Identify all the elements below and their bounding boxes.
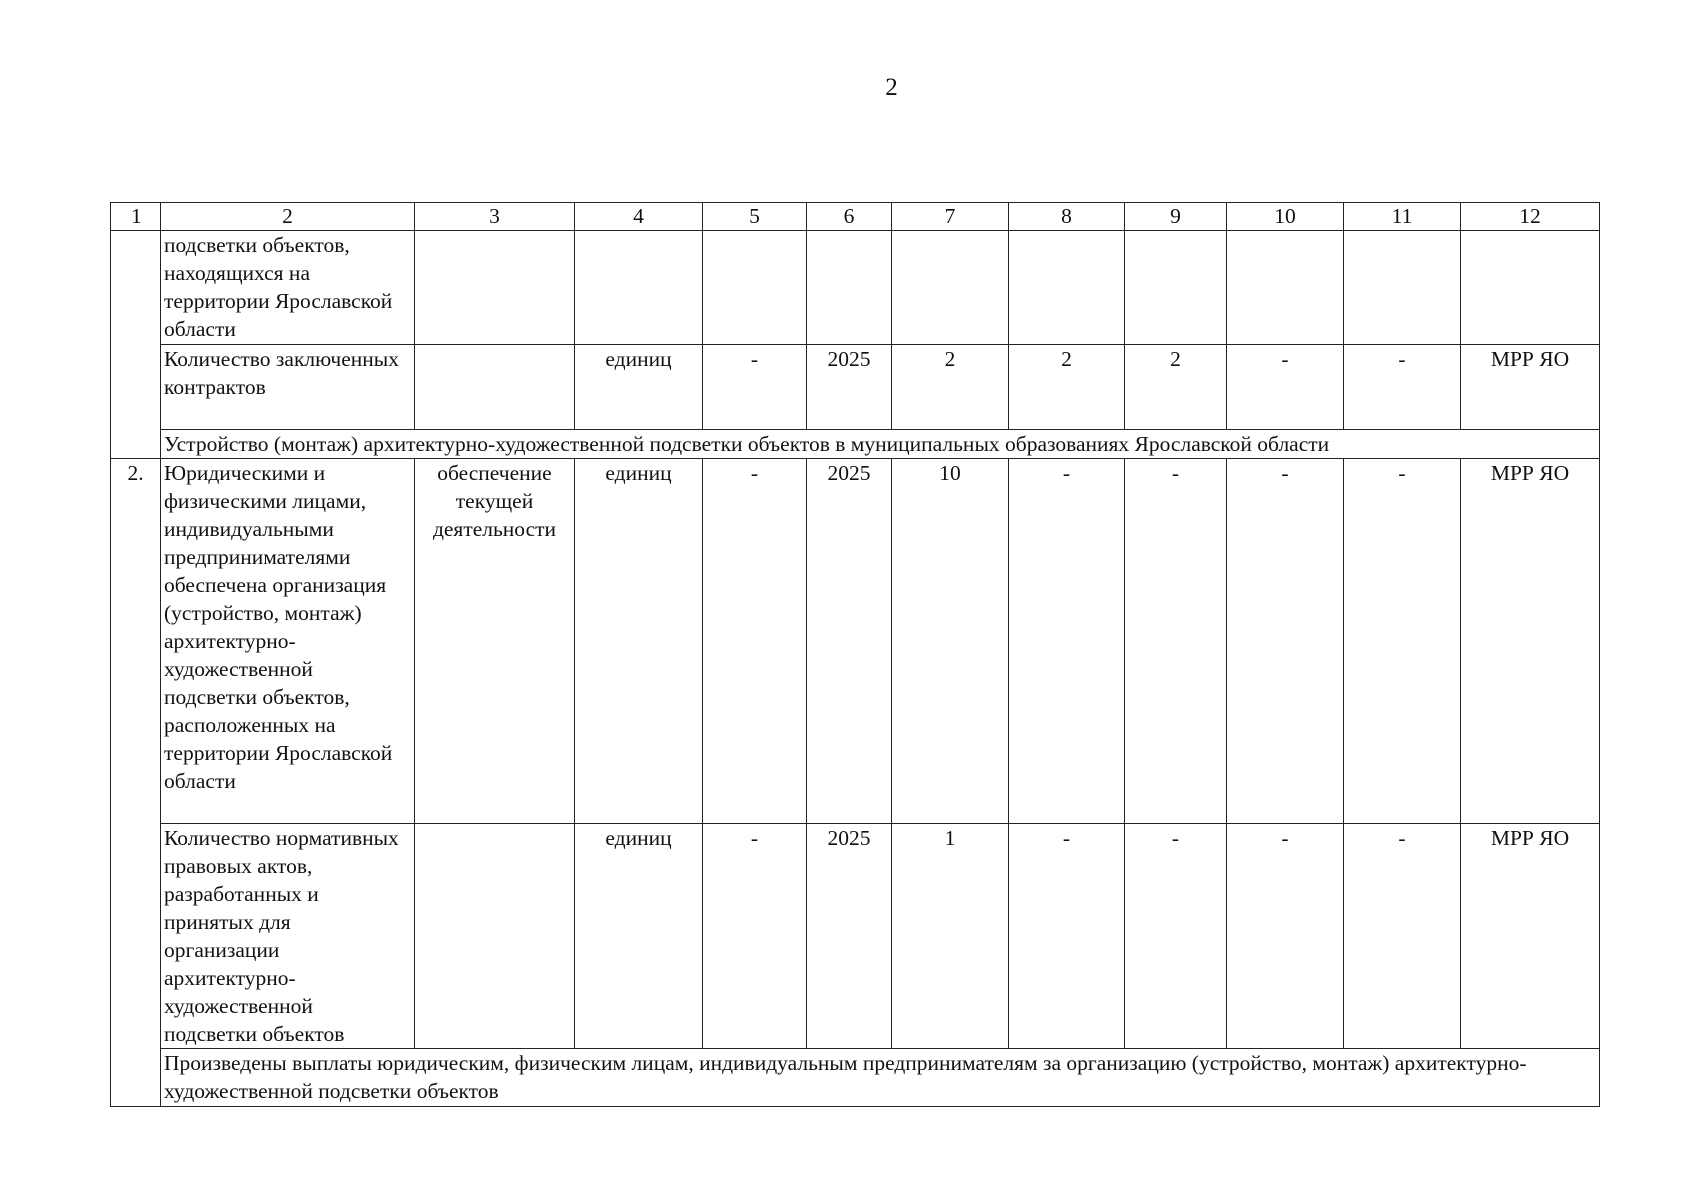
responsible-cell: МРР ЯО bbox=[1461, 824, 1600, 1049]
table-cell: - bbox=[703, 459, 807, 824]
header-cell: 2 bbox=[161, 203, 415, 231]
value-cell: 1 bbox=[892, 824, 1009, 1049]
unit-cell: единиц bbox=[575, 345, 703, 430]
year-cell: 2025 bbox=[807, 459, 892, 824]
header-cell: 10 bbox=[1227, 203, 1344, 231]
indicator-cell: Юридическими и физическими лицами, индивидуальными предпринимателями обеспечена организация (устройство, монтаж) архитектурно-художественной подсветки объектов, расположенных на территории Ярославской области bbox=[161, 459, 415, 824]
header-cell: 11 bbox=[1344, 203, 1461, 231]
indicators-table bbox=[110, 202, 1600, 1107]
header-cell: 5 bbox=[703, 203, 807, 231]
table-cell bbox=[575, 231, 703, 345]
year-cell: 2025 bbox=[807, 824, 892, 1049]
table-cell bbox=[415, 345, 575, 430]
table-cell: - bbox=[703, 345, 807, 430]
table-cell bbox=[1125, 231, 1227, 345]
header-cell: 12 bbox=[1461, 203, 1600, 231]
indicator-cell: Количество нормативных правовых актов, разработанных и принятых для организации архитектурно-художественной подсветки объектов bbox=[161, 824, 415, 1049]
number-cell bbox=[111, 345, 161, 430]
funding-cell: обеспечение текущей деятельности bbox=[415, 459, 575, 824]
table-row bbox=[111, 345, 1600, 430]
table-cell bbox=[1009, 231, 1125, 345]
header-cell: 1 bbox=[111, 203, 161, 231]
value-cell: - bbox=[1344, 824, 1461, 1049]
section-row bbox=[111, 430, 1600, 459]
column-numbers-row bbox=[111, 203, 1600, 231]
number-cell bbox=[111, 1049, 161, 1107]
page-number: 2 bbox=[885, 74, 898, 101]
unit-cell: единиц bbox=[575, 824, 703, 1049]
header-cell: 9 bbox=[1125, 203, 1227, 231]
footer-text: Произведены выплаты юридическим, физическим лицам, индивидуальным предпринимателям за организацию (устройство, монтаж) архитектурно-художественной подсветки объектов bbox=[161, 1049, 1600, 1107]
value-cell: 2 bbox=[892, 345, 1009, 430]
footer-row bbox=[111, 1049, 1600, 1107]
table-cell bbox=[1344, 231, 1461, 345]
value-cell: - bbox=[1125, 824, 1227, 1049]
table-row bbox=[111, 824, 1600, 1049]
table-row bbox=[111, 459, 1600, 824]
value-cell: 10 bbox=[892, 459, 1009, 824]
section-title: Устройство (монтаж) архитектурно-художественной подсветки объектов в муниципальных образованиях Ярославской области bbox=[161, 430, 1600, 459]
responsible-cell: МРР ЯО bbox=[1461, 459, 1600, 824]
value-cell: - bbox=[1227, 459, 1344, 824]
year-cell: 2025 bbox=[807, 345, 892, 430]
indicator-cell: Количество заключенных контрактов bbox=[161, 345, 415, 430]
table-cell bbox=[415, 824, 575, 1049]
table-cell bbox=[1227, 231, 1344, 345]
table-cell bbox=[415, 231, 575, 345]
header-cell: 6 bbox=[807, 203, 892, 231]
number-cell bbox=[111, 824, 161, 1049]
value-cell: 2 bbox=[1125, 345, 1227, 430]
table-cell bbox=[892, 231, 1009, 345]
responsible-cell: МРР ЯО bbox=[1461, 345, 1600, 430]
number-cell bbox=[111, 430, 161, 459]
number-cell: 2. bbox=[111, 459, 161, 824]
table-row bbox=[111, 231, 1600, 345]
value-cell: - bbox=[1009, 459, 1125, 824]
value-cell: 2 bbox=[1009, 345, 1125, 430]
table-cell bbox=[1461, 231, 1600, 345]
indicator-cell: подсветки объектов, находящихся на территории Ярославской области bbox=[161, 231, 415, 345]
number-cell bbox=[111, 231, 161, 345]
unit-cell: единиц bbox=[575, 459, 703, 824]
value-cell: - bbox=[1125, 459, 1227, 824]
header-cell: 4 bbox=[575, 203, 703, 231]
table-cell bbox=[703, 231, 807, 345]
header-cell: 7 bbox=[892, 203, 1009, 231]
header-cell: 3 bbox=[415, 203, 575, 231]
value-cell: - bbox=[1009, 824, 1125, 1049]
table-cell: - bbox=[703, 824, 807, 1049]
value-cell: - bbox=[1344, 345, 1461, 430]
table-cell bbox=[807, 231, 892, 345]
header-cell: 8 bbox=[1009, 203, 1125, 231]
value-cell: - bbox=[1344, 459, 1461, 824]
value-cell: - bbox=[1227, 824, 1344, 1049]
value-cell: - bbox=[1227, 345, 1344, 430]
